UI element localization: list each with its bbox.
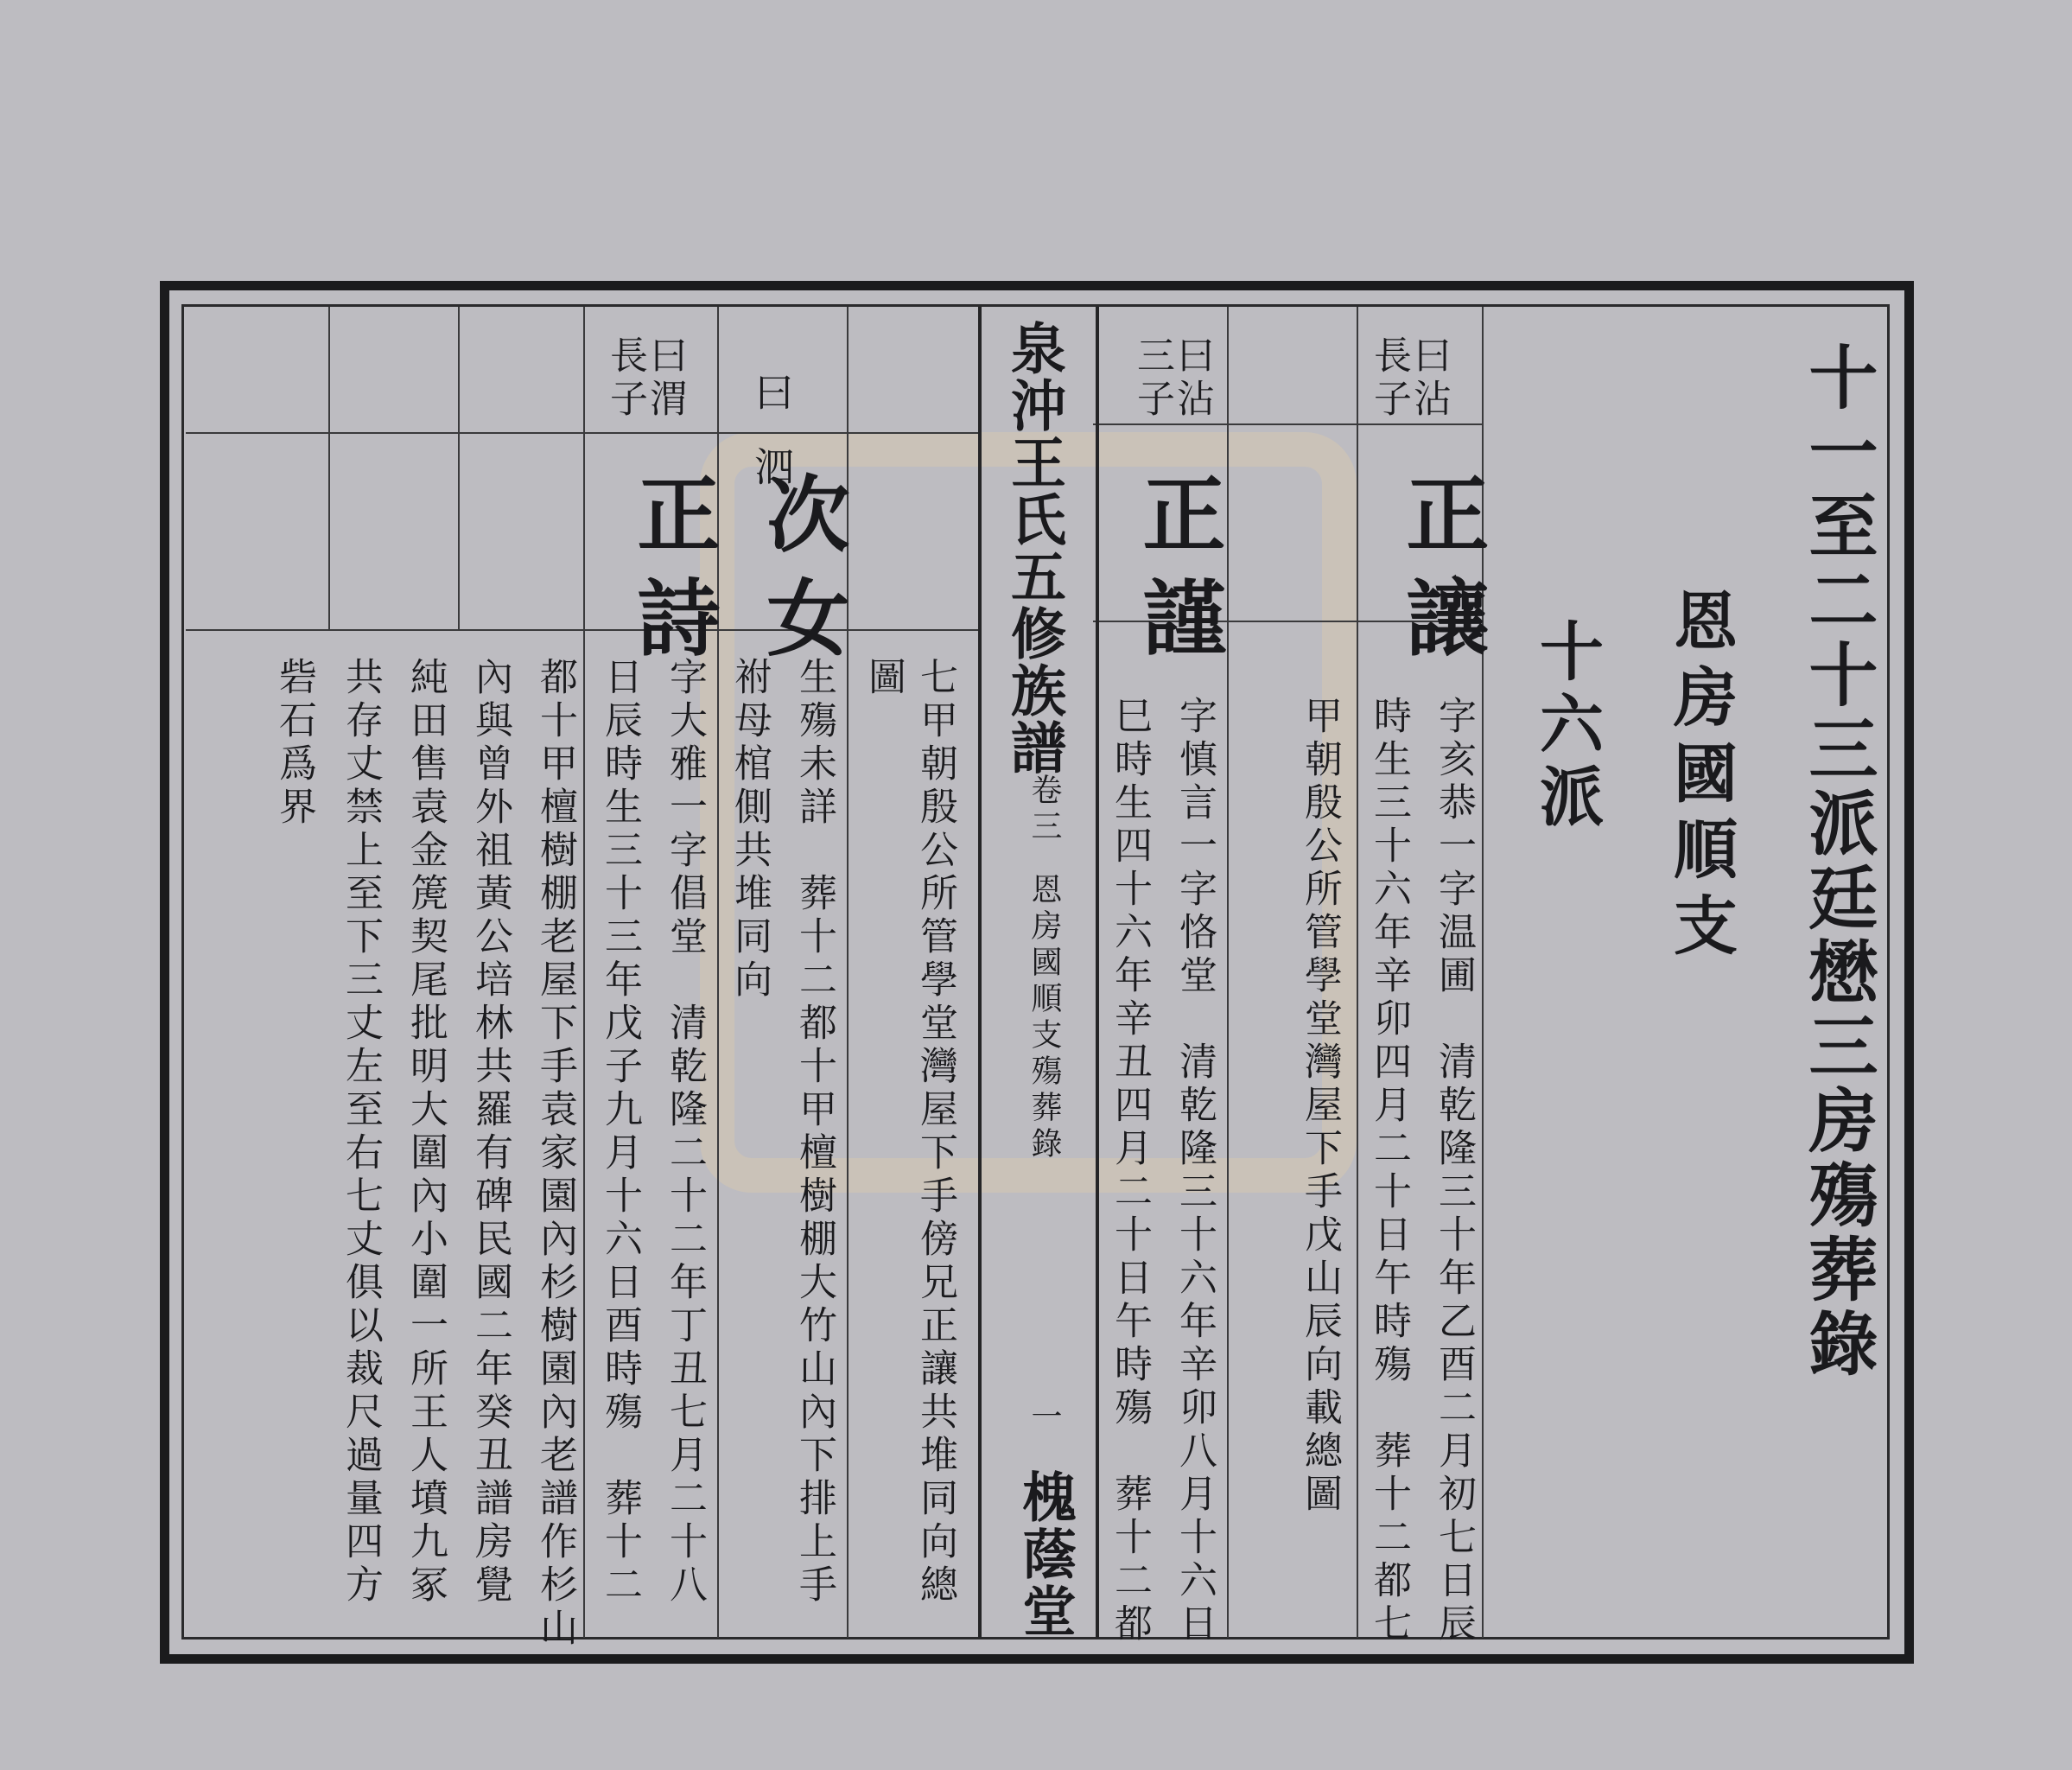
book-title: 泉沖王氏五修族譜: [1001, 320, 1066, 776]
entry-relation: 曰泗: [748, 372, 795, 520]
rule-top-right: [1093, 423, 1482, 425]
entry-relation: 曰渭長子: [603, 335, 687, 422]
entry-name: 正讓: [1393, 471, 1490, 678]
entry-relation: 曰沾長子: [1367, 335, 1451, 422]
entry-name: 次女: [753, 471, 851, 678]
entry-text-line: 字大雅一字倡堂 清乾隆二十二年丁丑七月二十八: [663, 657, 707, 1608]
entry-relation: 曰沾三子: [1130, 335, 1214, 422]
entry-text-line: 圖: [861, 657, 906, 700]
branch-title: 恩房國順支: [1663, 588, 1738, 968]
divider-center-right: [1096, 307, 1099, 1638]
entry-text-line: 時生三十六年辛卯四月二十日午時殤 葬十二都七: [1367, 696, 1411, 1646]
entry-text-line: 砦石爲界: [272, 657, 316, 830]
rule-top: [186, 432, 979, 434]
record-title: 十一至二十三派廷懋三房殤葬錄: [1797, 341, 1878, 1382]
entry-text-line: 甲朝殷公所管學堂灣屋下手戊山辰向載總圖: [1298, 696, 1342, 1517]
entry-text-line: 祔母棺側共堆同向: [728, 657, 772, 1003]
entry-text-line: 字亥恭一字温圃 清乾隆三十年乙酉二月初七日辰: [1432, 696, 1476, 1646]
divider-entry1: [1357, 307, 1358, 1638]
hall-name: 槐蔭堂: [1014, 1469, 1077, 1640]
entry-name: 正謹: [1129, 471, 1227, 678]
divider-center-left: [978, 307, 982, 1638]
entry-text-line: 巳時生四十六年辛丑四月二十日午時殤 葬十二都: [1108, 696, 1152, 1646]
divider-entry4: [583, 307, 585, 1638]
entry-text-line: 字慎言一字恪堂 清乾隆三十六年辛卯八月十六日: [1173, 696, 1217, 1646]
generation-label: 十六派: [1529, 618, 1604, 836]
entry-text-line: 都十甲檀樹棚老屋下手袁家園內杉樹園內老譜作杉山: [533, 657, 577, 1651]
section-name: 恩房國順支殤葬錄: [1026, 873, 1062, 1163]
entry-text-line: 生殤未詳 葬十二都十甲檀樹棚大竹山內下排上手: [792, 657, 836, 1608]
divider-empty2: [328, 307, 330, 631]
page-number: 一: [1026, 1400, 1062, 1436]
entry-text-line: 共存丈禁上至下三丈左至右七丈俱以裁尺過量四方: [339, 657, 383, 1608]
volume-number: 卷三: [1026, 774, 1062, 846]
entry-text-line: 日辰時生三十三年戊子九月十六日酉時殤 葬十二: [598, 657, 642, 1608]
entry-text-line: 七甲朝殷公所管學堂灣屋下手傍兄正讓共堆同向總: [913, 657, 957, 1608]
entry-name: 正詩: [624, 471, 721, 678]
entry-text-line: 內與曾外祖黃公培林共羅有碑民國二年癸丑譜房覺: [468, 657, 512, 1608]
entry-text-line: 純田售袁金箎契尾批明大圍內小圍一所王人墳九冢: [404, 657, 448, 1608]
divider-empty1: [458, 307, 460, 631]
